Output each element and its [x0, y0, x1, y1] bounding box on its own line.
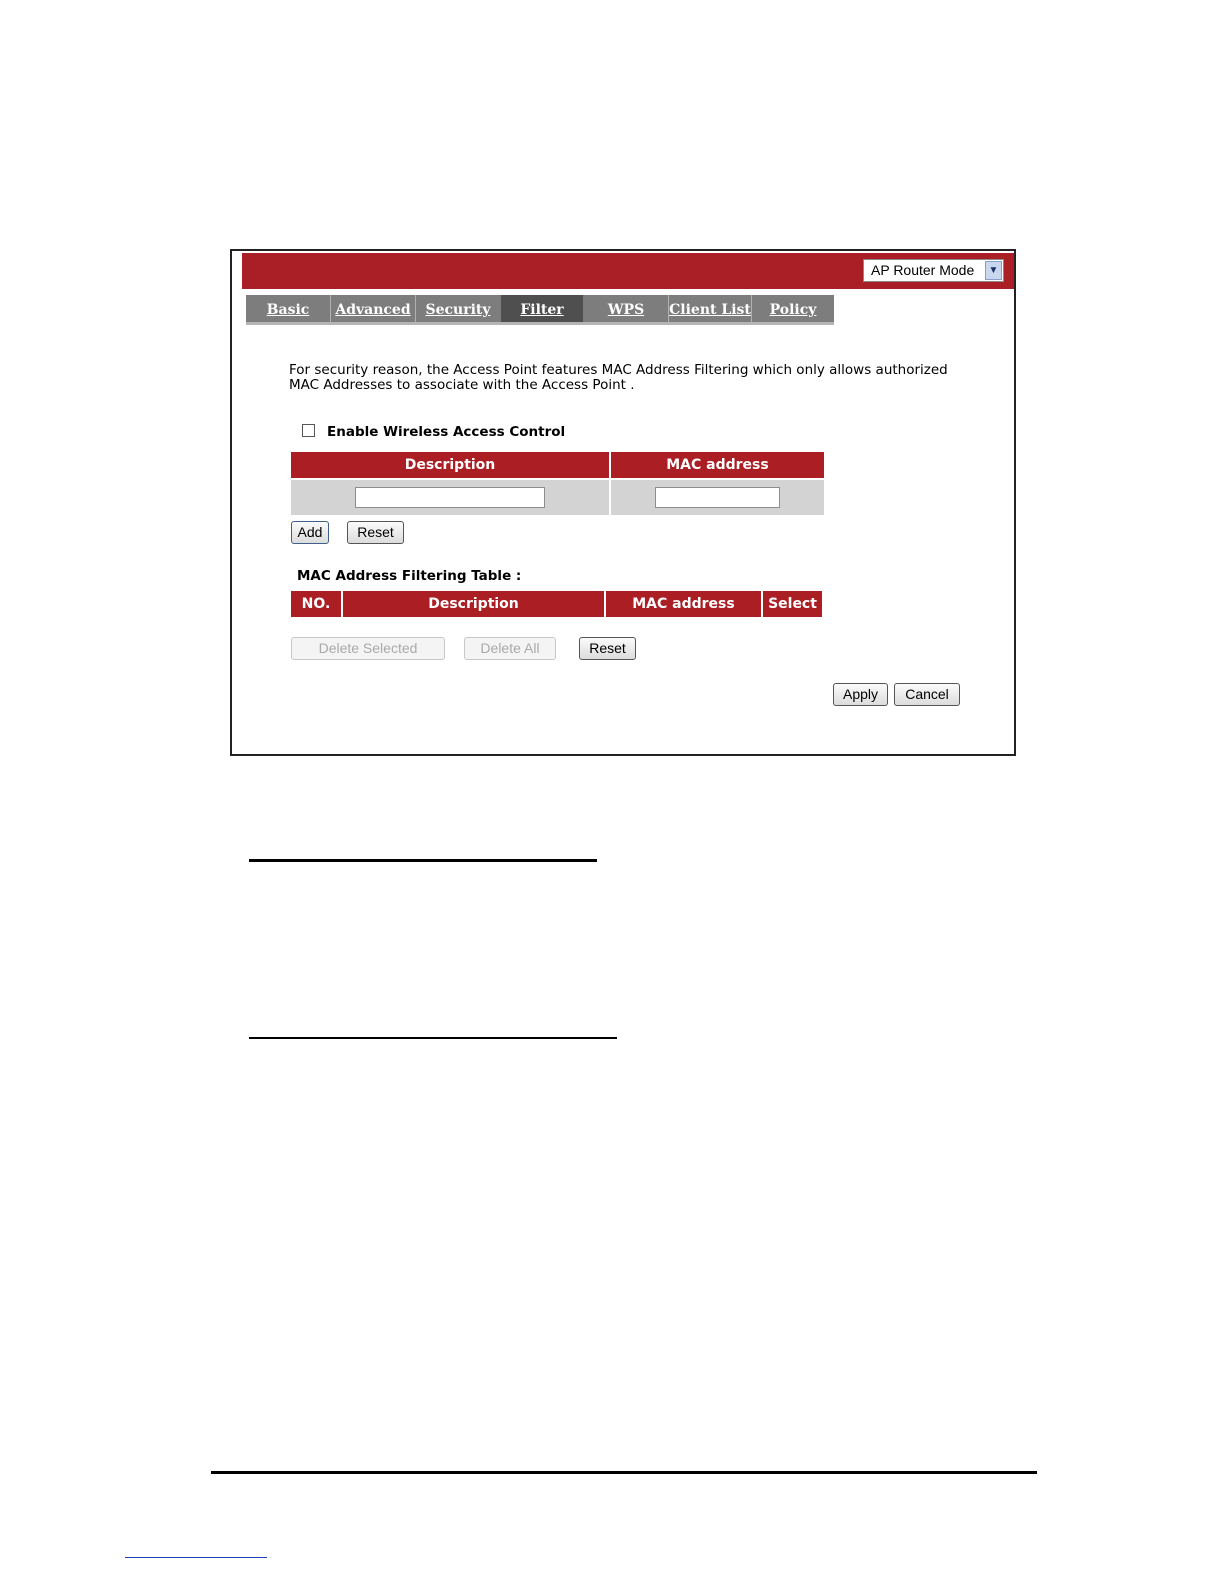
filter-mac-header: MAC address — [606, 591, 761, 617]
tab-client-list[interactable]: Client List — [669, 295, 752, 322]
filter-description-header: Description — [343, 591, 604, 617]
tab-filter[interactable]: Filter — [501, 295, 583, 322]
footer-link-underline — [125, 1557, 267, 1558]
apply-button[interactable]: Apply — [833, 683, 888, 706]
header-bar — [242, 253, 1014, 289]
filter-select-header: Select — [763, 591, 822, 617]
tab-security[interactable]: Security — [425, 302, 491, 318]
tab-basic[interactable]: Basic — [246, 295, 331, 322]
section-rule-2 — [249, 1037, 617, 1039]
description-input[interactable] — [355, 487, 545, 508]
mac-filter-table — [289, 589, 824, 619]
enable-access-control-row — [302, 424, 565, 440]
tab-wps[interactable]: WPS — [584, 295, 669, 322]
cancel-button[interactable]: Cancel — [894, 683, 960, 706]
entry-mac-cell — [611, 480, 824, 515]
tab-bar — [246, 295, 834, 325]
mac-address-input[interactable] — [655, 487, 780, 508]
entry-description-header: Description — [291, 452, 609, 478]
entry-description-cell — [291, 480, 609, 515]
add-button[interactable]: Add — [291, 521, 329, 544]
tab-advanced[interactable]: Advanced — [331, 295, 416, 322]
mac-entry-table — [289, 450, 826, 517]
delete-all-button[interactable]: Delete All — [464, 637, 556, 660]
table-reset-button[interactable]: Reset — [579, 637, 636, 660]
section-rule-1 — [249, 859, 597, 862]
entry-mac-header: MAC address — [611, 452, 824, 478]
delete-selected-button[interactable]: Delete Selected — [291, 637, 445, 660]
footer-rule — [211, 1471, 1037, 1474]
enable-access-control-label: Enable Wireless Access Control — [327, 424, 566, 440]
chevron-down-icon[interactable]: ▼ — [985, 261, 1002, 280]
tab-policy[interactable]: Policy — [769, 302, 817, 318]
filter-no-header: NO. — [291, 591, 341, 617]
filter-description: For security reason, the Access Point features MAC Address Filtering which only allows authorized MAC Addresses to associate with the Access Point . — [289, 362, 948, 393]
filter-table-title: MAC Address Filtering Table : — [297, 568, 522, 584]
mode-select[interactable] — [863, 259, 1004, 282]
enable-access-control-checkbox[interactable] — [302, 424, 315, 437]
entry-reset-button[interactable]: Reset — [347, 521, 404, 544]
mode-select-value: AP Router Mode — [871, 262, 975, 278]
router-config-panel — [230, 249, 1016, 756]
